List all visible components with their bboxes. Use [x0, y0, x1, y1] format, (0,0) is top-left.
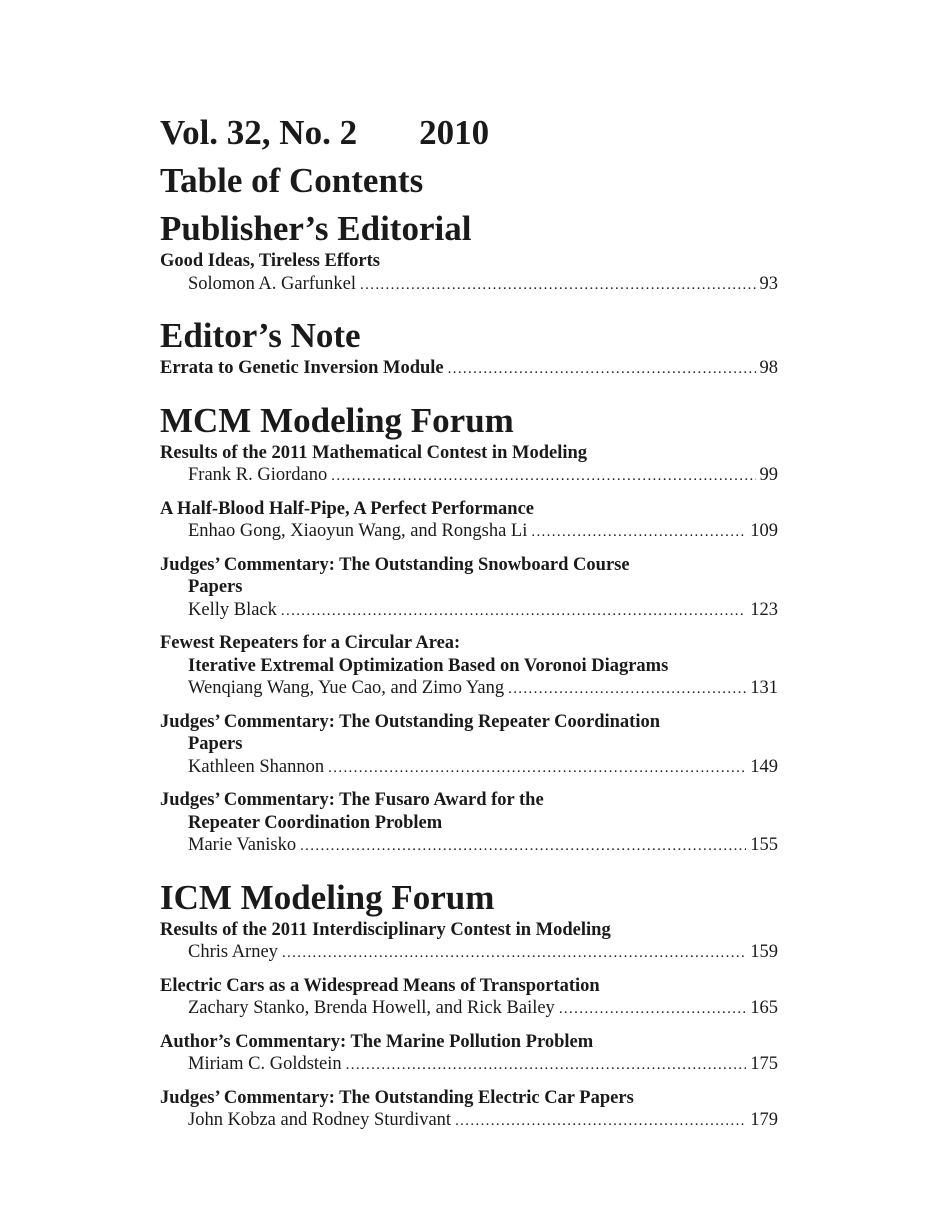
entry-page-number: 149: [750, 756, 778, 777]
entry-author-row: [160, 273, 778, 297]
entry-author-row: [160, 677, 778, 701]
toc-entry[interactable]: [160, 789, 778, 858]
entry-title-continued: Papers: [188, 577, 243, 597]
entry-author: Frank R. Giordano: [188, 465, 328, 485]
entry-page-number: 98: [759, 358, 778, 378]
toc-entry[interactable]: [160, 554, 778, 623]
entry-author: Marie Vanisko: [188, 835, 297, 855]
entry-author-row: [160, 1109, 778, 1133]
entry-page-number: 155: [750, 835, 778, 855]
volume-year: 2010: [419, 113, 490, 152]
dot-leader: [448, 358, 756, 381]
dot-leader: [282, 942, 746, 965]
section-heading-editors-note: Editor’s Note: [160, 316, 361, 355]
entry-author-row: [160, 520, 778, 544]
toc-entry[interactable]: [160, 498, 778, 544]
entry-page-number: 179: [750, 1110, 778, 1130]
entry-title-continued: Papers: [188, 734, 243, 754]
dot-leader: [346, 1054, 747, 1077]
entry-title: Fewest Repeaters for a Circular Area:: [160, 633, 461, 653]
toc-entry[interactable]: [160, 919, 778, 965]
entry-title: Author’s Commentary: The Marine Pollution Problem: [160, 1031, 594, 1052]
entry-author: Chris Arney: [188, 942, 278, 962]
entry-author: Kathleen Shannon: [188, 756, 325, 777]
dot-leader: [328, 757, 746, 780]
entry-title: Judges’ Commentary: The Outstanding Electric Car Papers: [160, 1087, 634, 1108]
entry-title: Electric Cars as a Widespread Means of Transportation: [160, 975, 600, 996]
entry-page-number: 131: [750, 678, 778, 698]
entry-page-number: 109: [750, 521, 778, 541]
entry-title: Judges’ Commentary: The Fusaro Award for the: [160, 790, 544, 810]
entry-page-number: 93: [759, 273, 778, 294]
entry-title-row: [160, 357, 778, 381]
entry-author-row: [160, 464, 778, 488]
entry-page-number: 159: [750, 942, 778, 962]
page-title: Table of Contents: [160, 161, 424, 200]
entry-title-continued: Repeater Coordination Problem: [188, 812, 443, 833]
entry-author: Kelly Black: [188, 599, 277, 620]
entry-title: Judges’ Commentary: The Outstanding Snowboard Course: [160, 554, 630, 575]
toc-entry[interactable]: [160, 250, 778, 296]
entry-title: A Half-Blood Half-Pipe, A Perfect Performance: [160, 498, 535, 519]
entry-page-number: 165: [750, 998, 778, 1018]
entry-author: Solomon A. Garfunkel: [188, 273, 357, 294]
entry-author-row: [160, 997, 778, 1021]
dot-leader: [559, 998, 746, 1021]
dot-leader: [331, 465, 755, 488]
entry-title: Results of the 2011 Interdisciplinary Contest in Modeling: [160, 919, 611, 940]
dot-leader: [281, 600, 746, 623]
entry-author: Zachary Stanko, Brenda Howell, and Rick Bailey: [188, 998, 555, 1018]
toc-entry[interactable]: [160, 357, 778, 381]
entry-title-continued: Iterative Extremal Optimization Based on Voronoi Diagrams: [188, 655, 669, 676]
entry-page-number: 99: [759, 465, 778, 485]
entry-author: Wenqiang Wang, Yue Cao, and Zimo Yang: [188, 678, 505, 698]
entry-title: Good Ideas, Tireless Efforts: [160, 251, 380, 271]
dot-leader: [455, 1110, 746, 1133]
entry-author: Enhao Gong, Xiaoyun Wang, and Rongsha Li: [188, 521, 528, 541]
section-heading-icm-forum: ICM Modeling Forum: [160, 877, 495, 917]
entry-author-row: [160, 599, 778, 623]
toc-entry[interactable]: [160, 632, 778, 701]
toc-entry[interactable]: [160, 711, 778, 780]
volume-number: Vol. 32, No. 2: [160, 113, 358, 152]
entry-page-number: 175: [750, 1054, 778, 1074]
dot-leader: [531, 521, 746, 544]
volume-line: [160, 113, 778, 153]
entry-author-row: [160, 1053, 778, 1077]
toc-entry[interactable]: [160, 1031, 778, 1077]
entry-author-row: [160, 941, 778, 965]
entry-title: Results of the 2011 Mathematical Contest in Modeling: [160, 442, 588, 463]
section-heading-mcm-forum: MCM Modeling Forum: [160, 400, 514, 440]
dot-leader: [360, 274, 755, 297]
entry-author: Miriam C. Goldstein: [188, 1054, 342, 1074]
table-of-contents-page: [160, 113, 778, 1143]
entry-page-number: 123: [750, 599, 778, 620]
toc-entry[interactable]: [160, 1087, 778, 1133]
entry-author-row: [160, 756, 778, 780]
entry-author-row: [160, 834, 778, 858]
toc-entry[interactable]: [160, 975, 778, 1021]
dot-leader: [508, 678, 746, 701]
section-heading-publishers-editorial: Publisher’s Editorial: [160, 209, 472, 248]
entry-title: Judges’ Commentary: The Outstanding Repeater Coordination: [160, 711, 661, 732]
entry-title: Errata to Genetic Inversion Module: [160, 358, 444, 378]
toc-entry[interactable]: [160, 442, 778, 488]
dot-leader: [300, 835, 746, 858]
entry-author: John Kobza and Rodney Sturdivant: [188, 1110, 452, 1130]
